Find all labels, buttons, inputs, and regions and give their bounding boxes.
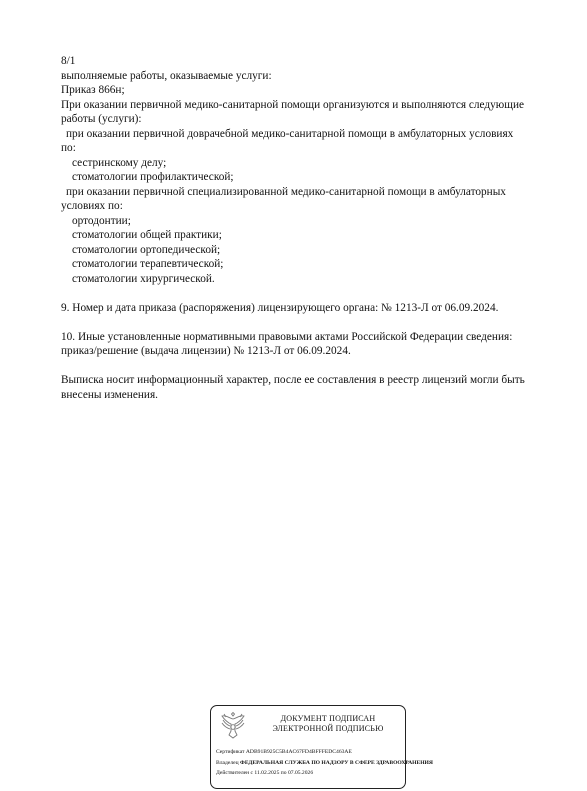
document-line: ортодонтии; [72, 214, 131, 227]
document-line: стоматологии профилактической; [72, 171, 234, 183]
stamp-certificate: Сертификат ADB91B925C5B4AC67FD4BFFFEDC463AE [216, 749, 352, 755]
stamp-validity: Действителен с 11.02.2025 по 07.05.2026 [216, 770, 314, 777]
document-line: Выписка носит информационный характер, после ее составления в реестр лицензий могли быть [61, 374, 525, 386]
document-line: 10. Иные установленные нормативными правовыми актами Российской Федерации сведения: [61, 330, 513, 343]
document-line: по: [61, 142, 76, 154]
document-line: стоматологии хирургической. [72, 272, 215, 285]
document-body [61, 54, 561, 402]
document-line: стоматологии ортопедической; [72, 243, 221, 256]
document-line: 9. Номер и дата приказа (распоряжения) лицензирующего органа: № 1213-Л от 06.09.2024. [61, 301, 499, 314]
stamp-title [255, 714, 401, 734]
document-line: внесены изменения. [61, 388, 158, 401]
document-line: при оказании первичной специализированной медико-санитарной помощи в амбулаторных [66, 185, 506, 198]
paragraph-gap [61, 359, 561, 374]
stamp-owner-row [216, 758, 433, 769]
document-line: сестринскому делу; [72, 156, 167, 169]
document-line: приказ/решение (выдача лицензии) № 1213-Л от 06.09.2024. [61, 345, 351, 357]
document-line: стоматологии терапевтической; [72, 258, 224, 270]
double-headed-eagle-emblem-icon [218, 711, 248, 741]
paragraph-gap [61, 315, 561, 330]
document-line: стоматологии общей практики; [72, 229, 222, 241]
stamp-title-line-1: ДОКУМЕНТ ПОДПИСАН [280, 714, 376, 723]
stamp-owner-label: Владелец [216, 759, 239, 766]
stamp-owner: ФЕДЕРАЛЬНАЯ СЛУЖБА ПО НАДЗОРУ В СФЕРЕ ЗДРАВООХРАНЕНИЯ [240, 759, 433, 766]
document-line: при оказании первичной доврачебной медико-санитарной помощи в амбулаторных условиях [66, 127, 514, 140]
electronic-signature-stamp [210, 705, 433, 789]
document-line: 8/1 [61, 55, 76, 67]
document-line: условиях по: [61, 200, 123, 212]
document-line: Приказ 866н; [61, 84, 125, 96]
document-line: работы (услуги): [61, 113, 142, 125]
document-line: выполняемые работы, оказываемые услуги: [61, 69, 272, 82]
stamp-details [216, 747, 433, 779]
stamp-title-line-2: ЭЛЕКТРОННОЙ ПОДПИСЬЮ [272, 724, 384, 733]
paragraph-gap [61, 286, 561, 301]
document-line: При оказании первичной медико-санитарной помощи организуются и выполняются следующие [61, 98, 525, 111]
